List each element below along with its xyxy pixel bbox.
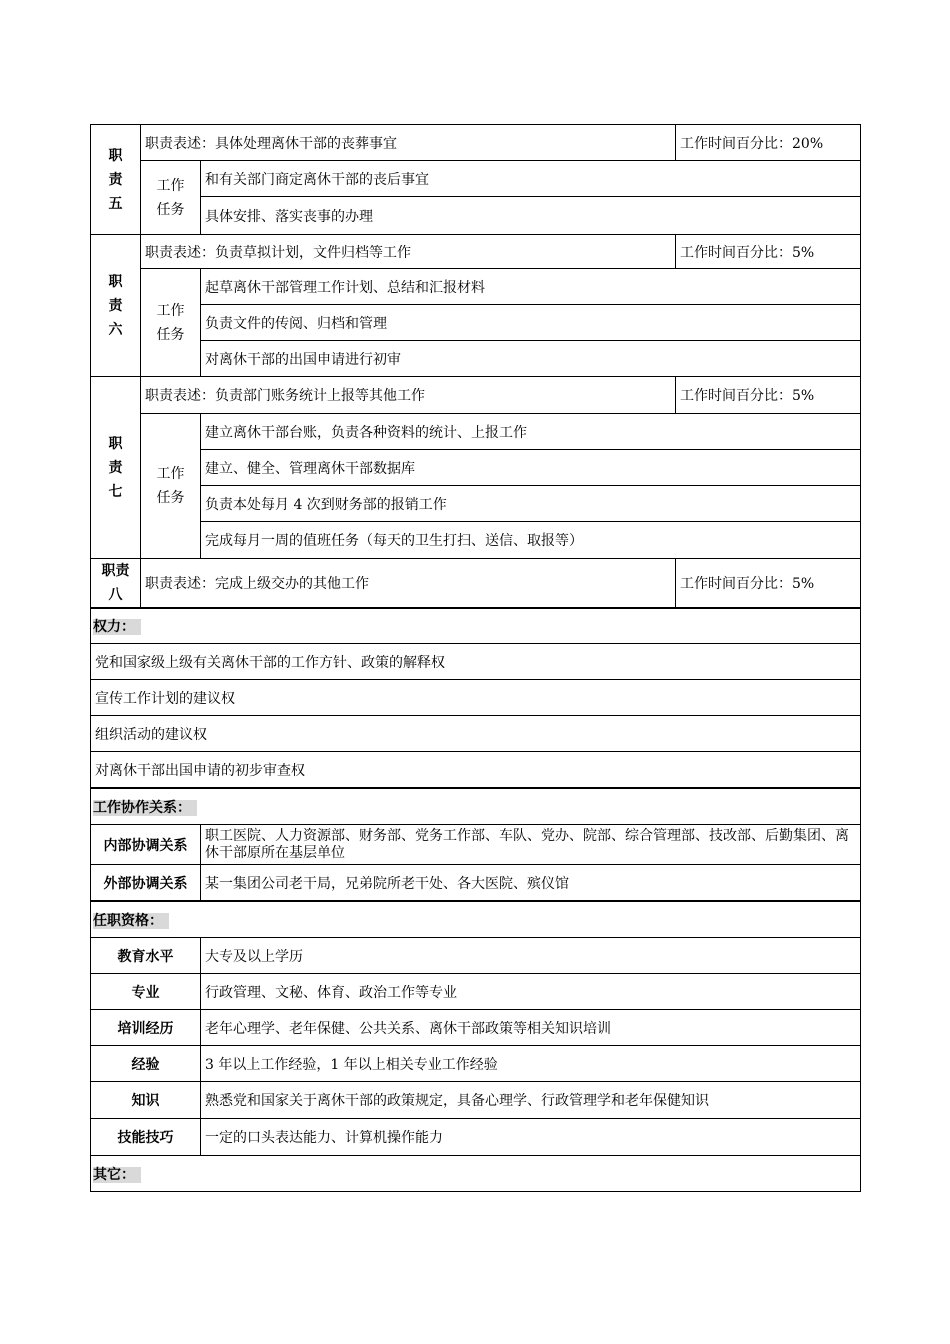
duty-6-description-row — [91, 235, 861, 269]
other-title — [91, 1156, 861, 1192]
duty-7-task-label-text: 工作 任务 — [156, 466, 185, 506]
qualification-row — [91, 1010, 861, 1046]
internal-relations-label: 内部协调关系 — [91, 825, 201, 865]
duty-5-description: 职责表述：具体处理离休干部的丧葬事宜 — [141, 125, 676, 161]
knowledge-label: 知识 — [91, 1082, 201, 1119]
duty-5-description-row — [91, 125, 861, 161]
authority-title-text: 权力： — [93, 619, 141, 635]
major-value: 行政管理、文秘、体育、政治工作等专业 — [201, 974, 861, 1010]
relations-title — [91, 789, 861, 825]
qualifications-title — [91, 902, 861, 938]
authority-title — [91, 609, 861, 644]
job-description-document — [90, 124, 860, 1192]
qualifications-title-text: 任职资格： — [93, 913, 169, 929]
duty-7-task-row — [91, 450, 861, 486]
qualifications-header-row — [91, 902, 861, 938]
duty-7-task-2: 建立、健全、管理离休干部数据库 — [201, 450, 861, 486]
external-relations-value: 某一集团公司老干局，兄弟院所老干处、各大医院、殡仪馆 — [201, 865, 861, 901]
duty-8-percent: 工作时间百分比：5% — [676, 559, 861, 608]
relations-title-text: 工作协作关系： — [93, 800, 197, 816]
authority-item-3: 组织活动的建议权 — [91, 716, 861, 752]
duty-8-label — [91, 559, 141, 608]
major-label: 专业 — [91, 974, 201, 1010]
duty-7-description-row — [91, 377, 861, 414]
authority-row — [91, 680, 861, 716]
education-label: 教育水平 — [91, 938, 201, 974]
experience-label: 经验 — [91, 1046, 201, 1082]
education-value: 大专及以上学历 — [201, 938, 861, 974]
qualifications-table — [90, 901, 861, 1192]
experience-value: 3 年以上工作经验，1 年以上相关专业工作经验 — [201, 1046, 861, 1082]
duty-7-task-1: 建立离休干部台账，负责各种资料的统计、上报工作 — [201, 414, 861, 450]
duty-8-description: 职责表述：完成上级交办的其他工作 — [141, 559, 676, 608]
duty-5-task-label-text: 工作 任务 — [156, 177, 185, 218]
duty-6-task-row — [91, 269, 861, 305]
knowledge-value: 熟悉党和国家关于离休干部的政策规定，具备心理学、行政管理学和老年保健知识 — [201, 1082, 861, 1119]
duty-6-task-3: 对离休干部的出国申请进行初审 — [201, 341, 861, 377]
duty-6-task-1: 起草离休干部管理工作计划、总结和汇报材料 — [201, 269, 861, 305]
other-title-text: 其它： — [93, 1167, 141, 1183]
duty-5-percent: 工作时间百分比：20% — [676, 125, 861, 161]
relations-table — [90, 788, 861, 901]
duty-8-label-text: 职责 八 — [101, 563, 130, 603]
duty-6-label-text: 职 责 六 — [108, 273, 123, 338]
training-value: 老年心理学、老年保健、公共关系、离休干部政策等相关知识培训 — [201, 1010, 861, 1046]
qualification-row — [91, 974, 861, 1010]
duty-6-task-label-text: 工作 任务 — [156, 302, 185, 343]
duty-6-task-row — [91, 305, 861, 341]
authority-row — [91, 716, 861, 752]
external-relations-row — [91, 865, 861, 901]
duty-5-task-row — [91, 197, 861, 235]
duty-7-description: 职责表述：负责部门账务统计上报等其他工作 — [141, 377, 676, 414]
duty-5-task-1: 和有关部门商定离休干部的丧后事宜 — [201, 161, 861, 197]
authority-item-2: 宣传工作计划的建议权 — [91, 680, 861, 716]
duty-7-task-4: 完成每月一周的值班任务（每天的卫生打扫、送信、取报等） — [201, 522, 861, 559]
duty-5-label-text: 职 责 五 — [108, 147, 123, 212]
external-relations-label: 外部协调关系 — [91, 865, 201, 901]
skills-label: 技能技巧 — [91, 1119, 201, 1156]
internal-relations-value: 职工医院、人力资源部、财务部、党务工作部、车队、党办、院部、综合管理部、技改部、后勤集团、离休干部原所在基层单位 — [201, 825, 861, 865]
relations-header-row — [91, 789, 861, 825]
duty-8-row — [91, 559, 861, 608]
duty-5-task-2: 具体安排、落实丧事的办理 — [201, 197, 861, 235]
duties-table — [90, 124, 861, 608]
authority-item-4: 对离休干部出国申请的初步审查权 — [91, 752, 861, 788]
skills-value: 一定的口头表达能力、计算机操作能力 — [201, 1119, 861, 1156]
internal-relations-row — [91, 825, 861, 865]
duty-6-label — [91, 235, 141, 377]
duty-7-task-row — [91, 486, 861, 522]
training-label: 培训经历 — [91, 1010, 201, 1046]
duty-7-label — [91, 377, 141, 559]
duty-5-label — [91, 125, 141, 235]
authority-table — [90, 608, 861, 788]
qualification-row — [91, 1119, 861, 1156]
qualification-row — [91, 1082, 861, 1119]
duty-6-task-row — [91, 341, 861, 377]
duty-7-label-text: 职 责 七 — [108, 435, 123, 500]
authority-item-1: 党和国家级上级有关离休干部的工作方针、政策的解释权 — [91, 644, 861, 680]
duty-5-task-row — [91, 161, 861, 197]
authority-header-row — [91, 609, 861, 644]
duty-6-task-label — [141, 269, 201, 377]
duty-7-task-label — [141, 414, 201, 559]
duty-7-task-row — [91, 414, 861, 450]
authority-row — [91, 752, 861, 788]
authority-row — [91, 644, 861, 680]
duty-6-description: 职责表述：负责草拟计划，文件归档等工作 — [141, 235, 676, 269]
duty-6-percent: 工作时间百分比：5% — [676, 235, 861, 269]
other-header-row — [91, 1156, 861, 1192]
duty-6-task-2: 负责文件的传阅、归档和管理 — [201, 305, 861, 341]
duty-5-task-label — [141, 161, 201, 235]
qualification-row — [91, 938, 861, 974]
duty-7-task-row — [91, 522, 861, 559]
duty-7-task-3: 负责本处每月 4 次到财务部的报销工作 — [201, 486, 861, 522]
qualification-row — [91, 1046, 861, 1082]
duty-7-percent: 工作时间百分比：5% — [676, 377, 861, 414]
